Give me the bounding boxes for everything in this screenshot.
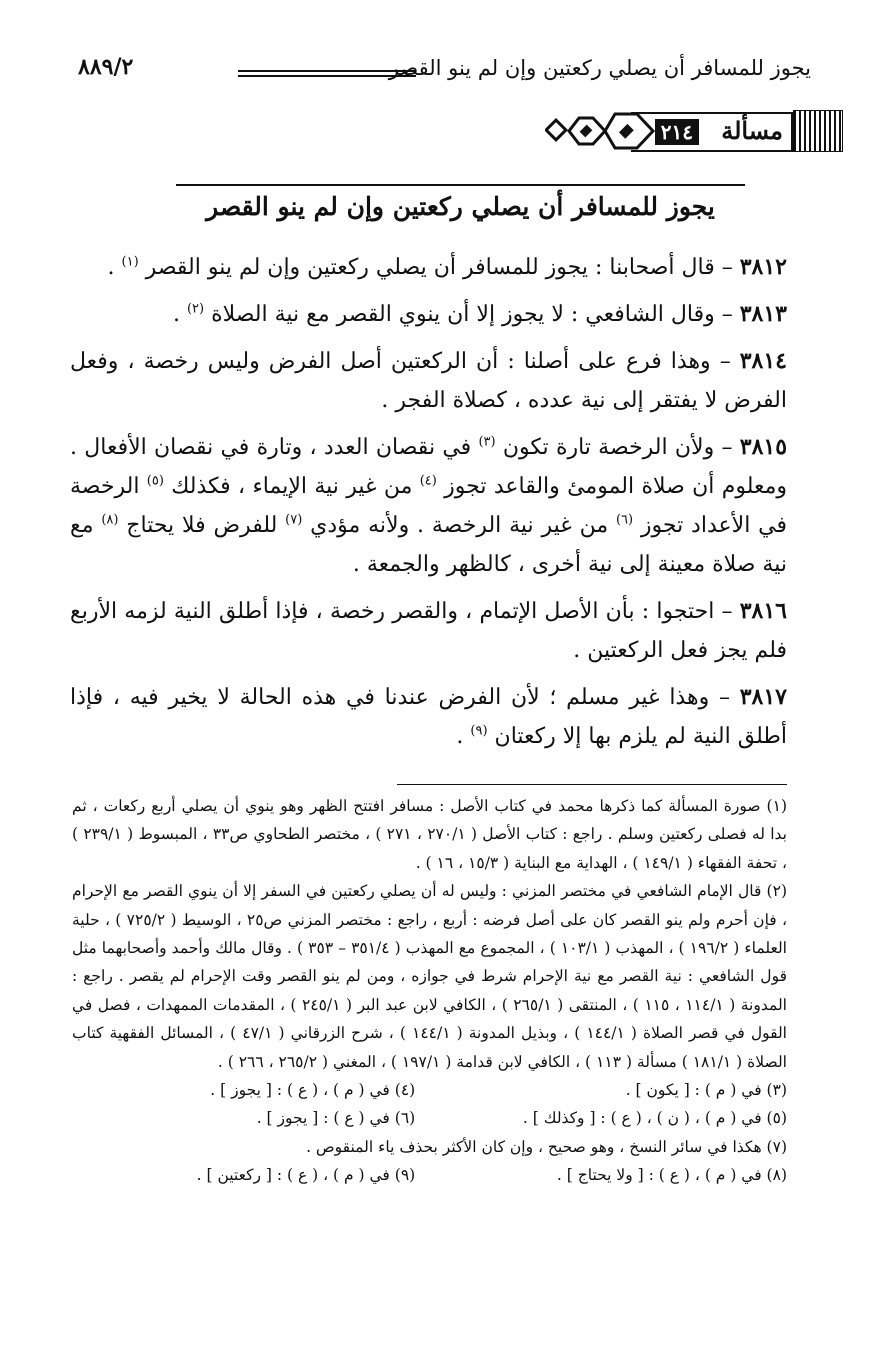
- paragraph-text: الرخصة في الأعداد تجوز: [70, 474, 787, 538]
- footnote-4: (٤) في ( م ) ، ( ع ) : [ يجوز ] .: [210, 1081, 416, 1100]
- footnote-1: (١) صورة المسألة كما ذكرها محمد في كتاب الأصل : مسافر افتتح الظهر وهو ينوي أن يصلي أربع ركعات ، ثم بدا له فصلى ركعتين وسلم . راجع : كتاب الأصل ( ٢٧٠/١ ، ٢٧١ ) ، مختصر الطحاوي ص٣٣ ، المبسوط ( ٢٣٩/١ ) ، تحفة الفقهاء ( ١٤٩/١ ) ، الهداية مع البناية ( ١٥/٣ ، ١٦ ) .: [72, 797, 787, 872]
- footnote-reference: (٢): [186, 301, 205, 317]
- paragraph-text: .: [456, 724, 471, 749]
- paragraph-text: من غير نية الرخصة . ولأنه مؤدي: [302, 513, 616, 538]
- footnote-reference: (٤): [419, 473, 437, 489]
- footnote-8: (٨) في ( م ) ، ( ع ) : [ ولا يحتاج ] .: [556, 1166, 787, 1185]
- footnote-row: [72, 1076, 787, 1104]
- banner-stripes: [793, 110, 843, 152]
- body-text: [70, 248, 787, 764]
- paragraph-text: – وهذا غير مسلم ؛ لأن الفرض عندنا في هذه الحالة لا يخير فيه ، فإذا أطلق النية لم يلزم بها إلا ركعتان: [70, 685, 787, 749]
- footnote-3: (٣) في ( م ) : [ يكون ] .: [625, 1081, 787, 1100]
- paragraph-text: – وهذا فرع على أصلنا : أن الركعتين أصل الفرض وليس رخصة ، وفعل الفرض لا يفتقر إلى نية عدده ، كصلاة الفجر .: [70, 349, 787, 413]
- footnote-row: [72, 1161, 787, 1189]
- paragraph-text: مع نية صلاة معينة إلى نية أخرى ، كالظهر والجمعة .: [70, 513, 787, 577]
- page-number: ٨٨٩/٢: [78, 54, 134, 80]
- paragraph-text: في نقصان العدد ، وتارة في نقصان الأفعال . ومعلوم أن صلاة المومئ والقاعد تجوز: [70, 435, 787, 499]
- paragraph-number: ٣٨١٥: [739, 434, 788, 460]
- paragraph: [70, 592, 787, 670]
- footnote-5: (٥) في ( م ) ، ( ن ) ، ( ع ) : [ وكذلك ] .: [522, 1109, 787, 1128]
- paragraph-number: ٣٨١٣: [739, 301, 787, 327]
- footnote-2: (٢) قال الإمام الشافعي في مختصر المزني : وليس له أن يصلي ركعتين في السفر إلا أن ينوي القصر مع الإحرام ، فإن أحرم ولم ينو القصر كان على أصل فرضه : أربع ، راجع : مختصر المزني ص٢٥ ، الوسيط ( ٧٢٥/٢ ) ، حلية العلماء ( ١٩٦/٢ ) ، المهذب ( ١٠٣/١ ) ، المجموع مع المهذب ( ٣٥١/٤ – ٣٥٣ ) . وقال مالك وأحمد وأصحابهما مثل قول الشافعي : نية القصر مع نية الإحرام شرط في جوازه ، ومن لم ينو القصر وقت الإحرام لم يقصر . راجع : المدونة ( ١١٤/١ ، ١١٥ ) ، المنتقى ( ٢٦٥/١ ) ، الكافي لابن عبد البر ( ٢٤٥/١ ) ، المقدمات الممهدات ، فصل في القول في قصر الصلاة ( ١٤٤/١ ) ، وبذيل المدونة ( ١٤٤/١ ) ، شرح الزرقاني ( ٤٧/١ ) ، المسائل الفقهية كتاب الصلاة ( ١٨١/١ ) مسألة ( ١١٣ ) ، الكافي لابن قدامة ( ١٩٧/١ ) ، المغني ( ٢٦٥/٢ ، ٢٦٦ ) .: [72, 882, 788, 1071]
- masala-banner: [545, 104, 843, 158]
- paragraph-text: للفرض فلا يحتاج: [118, 513, 286, 538]
- paragraph-text: .: [172, 302, 187, 327]
- footnote-7: (٧) هكذا في سائر النسخ ، وهو صحيح ، وإن كان الأكثر بحذف ياء المنقوص .: [306, 1137, 787, 1156]
- footnote-separator: [397, 784, 787, 785]
- paragraph: [70, 295, 787, 334]
- footnote-reference: (٥): [146, 473, 164, 489]
- masala-number: ٢١٤: [655, 119, 699, 145]
- paragraph-text: – وقال الشافعي : لا يجوز إلا أن ينوي القصر مع نية الصلاة: [204, 302, 740, 327]
- paragraph-number: ٣٨١٢: [739, 254, 787, 280]
- footnote-reference: (٣): [478, 434, 496, 450]
- chapter-heading: يجوز للمسافر أن يصلي ركعتين وإن لم ينو القصر: [206, 192, 715, 221]
- footnote-reference: (٨): [101, 512, 119, 528]
- footnote-6: (٦) في ( ع ) : [ يجوز ] .: [256, 1109, 416, 1128]
- paragraph-number: ٣٨١٦: [739, 598, 787, 624]
- banner-box: [631, 112, 793, 152]
- footnote-9: (٩) في ( م ) ، ( ع ) : [ ركعتين ] .: [196, 1166, 416, 1185]
- footnotes: [72, 792, 787, 1190]
- paragraph: [70, 248, 787, 287]
- paragraph-text: من غير نية الإيماء ، فكذلك: [163, 474, 420, 499]
- footnote-reference: (٧): [285, 512, 303, 528]
- running-title: يجوز للمسافر أن يصلي ركعتين وإن لم ينو القصر: [388, 56, 811, 80]
- ornament-icon: [545, 104, 655, 158]
- footnote-reference: (٦): [615, 512, 634, 528]
- paragraph-number: ٣٨١٧: [739, 684, 787, 710]
- paragraph-text: – احتجوا : بأن الأصل الإتمام ، والقصر رخصة ، فإذا أطلق النية لزمه الأربع فلم يجز فعل الركعتين .: [70, 599, 787, 663]
- paragraph-text: – ولأن الرخصة تارة تكون: [495, 435, 740, 460]
- footnote-reference: (٩): [470, 723, 488, 739]
- footnote-reference: (١): [121, 254, 139, 270]
- paragraph: [70, 342, 787, 420]
- paragraph: [70, 428, 787, 584]
- masala-label: مسألة: [721, 116, 783, 145]
- paragraph-text: .: [107, 255, 122, 280]
- running-header-rule: [238, 70, 416, 77]
- running-header: [78, 52, 811, 92]
- paragraph: [70, 678, 787, 756]
- paragraph-number: ٣٨١٤: [739, 348, 787, 374]
- paragraph-text: – قال أصحابنا : يجوز للمسافر أن يصلي ركعتين وإن لم ينو القصر: [138, 255, 740, 280]
- footnote-row: [72, 1104, 787, 1132]
- heading-rule: [176, 184, 745, 186]
